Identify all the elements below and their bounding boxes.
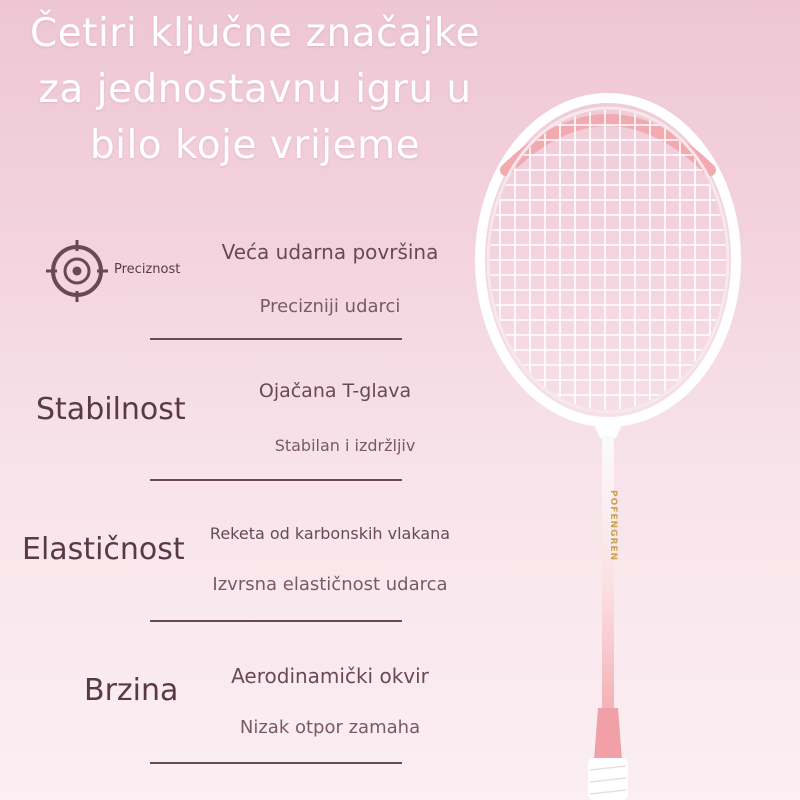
feature-label-speed: Brzina — [84, 673, 179, 708]
feature-title-speed: Aerodinamički okvir — [231, 664, 429, 688]
feature-label-precision: Preciznost — [114, 262, 181, 277]
headline — [0, 6, 510, 174]
badminton-racket-image — [470, 90, 750, 800]
headline-line-3: bilo koje vrijeme — [89, 123, 421, 168]
racket-brand-text: POFENGREN — [608, 490, 618, 562]
divider — [150, 762, 402, 764]
feature-title-elasticity: Reketa od karbonskih vlakana — [209, 524, 451, 543]
feature-title-precision: Veća udarna površina — [221, 240, 439, 264]
feature-subtitle-stability: Stabilan i izdržljiv — [274, 436, 416, 455]
feature-subtitle-speed: Nizak otpor zamaha — [239, 717, 421, 738]
headline-line-2: za jednostavnu igru u — [38, 67, 472, 112]
headline-line-1: Četiri ključne značajke — [29, 11, 481, 56]
feature-subtitle-elasticity: Izvrsna elastičnost udarca — [212, 574, 448, 595]
feature-label-stability: Stabilnost — [36, 392, 186, 427]
divider — [150, 620, 402, 622]
feature-title-stability: Ojačana T-glava — [258, 380, 412, 402]
divider — [150, 479, 402, 481]
target-icon — [44, 238, 110, 304]
divider — [150, 338, 402, 340]
feature-label-elasticity: Elastičnost — [22, 532, 185, 567]
feature-subtitle-precision: Precizniji udarci — [259, 296, 401, 317]
